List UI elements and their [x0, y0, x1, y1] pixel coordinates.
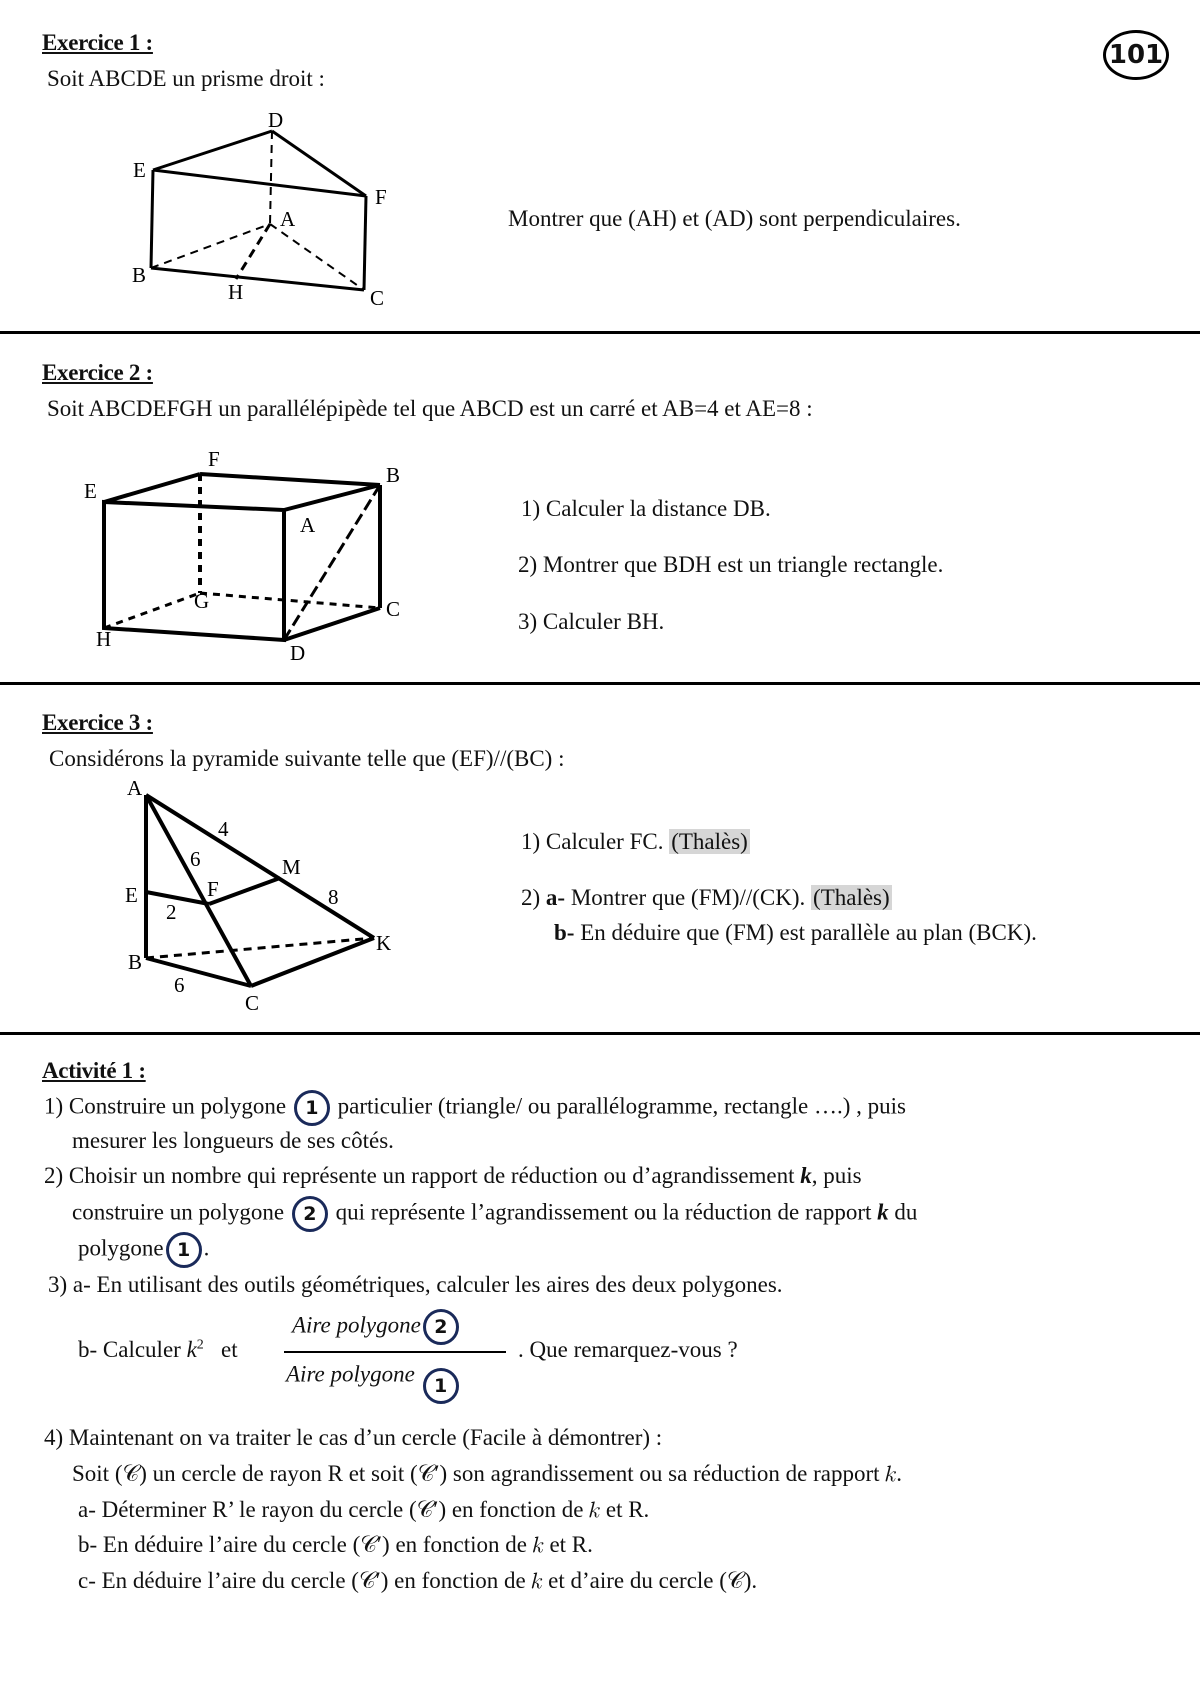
activity-line-4e: c- En déduire l’aire du cercle (𝒞′) en fonction de 𝑘 et d’aire du cercle (𝒞).	[78, 1568, 758, 1593]
activity-line-3a: 3) a- En utilisant des outils géométriques, calculer les aires des deux polygones.	[48, 1272, 783, 1297]
circled-2: 2	[292, 1196, 328, 1232]
circled-1: 1	[423, 1368, 459, 1404]
text: , puis	[811, 1163, 862, 1188]
exercise-2-intro: Soit ABCDEFGH un parallélépipède tel que ABCD est un carré et AB=4 et AE=8 :	[47, 396, 813, 421]
exponent: 2	[196, 1337, 204, 1353]
exercise-3-q2b	[554, 920, 1037, 946]
label-B: B	[386, 463, 401, 487]
label-4: 4	[218, 817, 229, 841]
text: Aire polygone	[292, 1312, 421, 1338]
activity-1-title: Activité 1 :	[42, 1058, 146, 1083]
circled-1: 1	[294, 1090, 330, 1126]
exercise-3-intro: Considérons la pyramide suivante telle que (EF)//(BC) :	[49, 746, 565, 771]
label-F: F	[207, 877, 219, 901]
label-B: B	[132, 263, 147, 287]
text: particulier (triangle/ ou parallélogramme, rectangle ….) , puis	[337, 1093, 906, 1119]
q2b-text: En déduire que (FM) est parallèle au plan (BCK).	[580, 920, 1037, 945]
pyramid-figure	[0, 770, 440, 1020]
label-2: 2	[166, 900, 177, 924]
text: du	[894, 1199, 918, 1225]
label-A: A	[127, 776, 143, 800]
exercise-2-q3: 3) Calculer BH.	[518, 609, 665, 634]
label-H: H	[228, 280, 244, 304]
exercise-1-title: Exercice 1 :	[42, 30, 153, 55]
label-H: H	[96, 627, 112, 651]
label-A: A	[300, 513, 316, 537]
exercise-1-question: Montrer que (AH) et (AD) sont perpendiculaires.	[508, 206, 961, 231]
label-K: K	[376, 931, 392, 955]
label-6: 6	[190, 847, 201, 871]
text: 2) Choisir un nombre qui représente un rapport de réduction ou d’agrandissement	[44, 1163, 795, 1188]
label-A: A	[280, 207, 296, 231]
label-M: M	[282, 855, 301, 879]
label-F: F	[208, 447, 220, 471]
text: Aire polygone	[286, 1361, 415, 1387]
label-C: C	[370, 286, 385, 310]
thales-hint: (Thalès)	[813, 885, 890, 910]
label-8: 8	[328, 885, 339, 909]
exercise-1-intro: Soit ABCDE un prisme droit :	[47, 66, 325, 91]
activity-line-4: 4) Maintenant on va traiter le cas d’un cercle (Facile à démontrer) :	[44, 1425, 663, 1450]
exercise-2-q2: 2) Montrer que BDH est un triangle rectangle.	[518, 552, 944, 577]
prism-figure	[0, 0, 420, 320]
label-E: E	[125, 883, 138, 907]
text: 1) Construire un polygone	[44, 1093, 287, 1119]
text: b- Calculer	[78, 1337, 181, 1362]
circled-2: 2	[423, 1309, 459, 1345]
fraction-bar	[284, 1351, 506, 1353]
activity-line-2	[44, 1163, 862, 1189]
label-F: F	[375, 185, 387, 209]
label-E: E	[84, 479, 97, 503]
exercise-3-title: Exercice 3 :	[42, 710, 153, 735]
activity-line-3b-end: . Que remarquez-vous ?	[518, 1337, 738, 1362]
label-E: E	[133, 158, 146, 182]
text: construire un polygone	[72, 1199, 285, 1225]
activity-line-4c: a- Déterminer R’ le rayon du cercle (𝒞′) en fonction de 𝑘 et R.	[78, 1497, 650, 1522]
parallelepiped-figure	[0, 430, 440, 670]
exercise-3-q2a	[521, 885, 892, 911]
thales-hint: (Thalès)	[671, 829, 748, 854]
activity-line-4d: b- En déduire l’aire du cercle (𝒞′) en fonction de 𝑘 et R.	[78, 1532, 593, 1557]
k-symbol: k	[186, 1337, 197, 1362]
label-C: C	[245, 991, 260, 1015]
activity-line-2c	[78, 1232, 209, 1268]
k-symbol: k	[877, 1199, 889, 1225]
label-G: G	[194, 589, 210, 613]
label-D: D	[268, 108, 284, 132]
fraction-denominator	[286, 1358, 461, 1397]
section-divider	[0, 682, 1200, 685]
q2a-text: Montrer que (FM)//(CK).	[570, 885, 806, 910]
exercise-2-q1: 1) Calculer la distance DB.	[521, 496, 771, 521]
label-B: B	[128, 950, 143, 974]
exercise-3-q1	[521, 829, 750, 855]
q2-number: 2)	[521, 885, 541, 910]
activity-line-2b	[72, 1196, 917, 1232]
activity-line-1	[44, 1090, 906, 1126]
q2b-letter: b-	[554, 920, 575, 945]
label-6: 6	[174, 973, 185, 997]
text: .	[203, 1235, 210, 1261]
activity-line-1b: mesurer les longueurs de ses côtés.	[72, 1128, 394, 1153]
text: et	[221, 1337, 238, 1362]
label-C: C	[386, 597, 401, 621]
k-symbol: k	[800, 1163, 812, 1188]
text: qui représente l’agrandissement ou la réduction de rapport	[335, 1199, 872, 1225]
section-divider	[0, 1032, 1200, 1035]
label-D: D	[290, 641, 306, 665]
text: polygone	[78, 1235, 164, 1261]
q2a-letter: a-	[545, 885, 566, 910]
activity-line-3b	[78, 1337, 238, 1363]
activity-line-4b: Soit (𝒞) un cercle de rayon R et soit (𝒞′) son agrandissement ou sa réduction de rapport 𝑘.	[72, 1461, 903, 1486]
page-number: 101	[1103, 30, 1169, 80]
exercise-2-title: Exercice 2 :	[42, 360, 153, 385]
circled-1: 1	[166, 1232, 202, 1268]
q1-text: 1) Calculer FC.	[521, 829, 664, 854]
section-divider	[0, 331, 1200, 334]
fraction-numerator	[292, 1309, 461, 1345]
